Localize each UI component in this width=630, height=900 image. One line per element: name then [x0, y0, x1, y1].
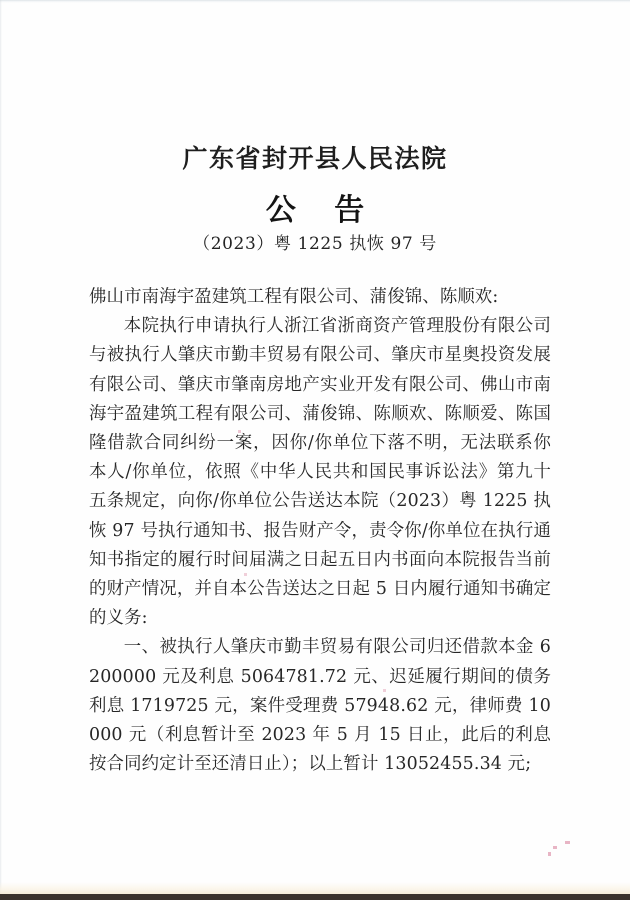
scan-edge-bottom-warm	[0, 882, 630, 894]
document-body	[89, 283, 551, 779]
paragraph-main-notice: 本院执行申请执行人浙江省浙商资产管理股份有限公司与被执行人肇庆市勤丰贸易有限公司、肇庆市星奥投资发展有限公司、肇庆市肇南房地产实业开发有限公司、佛山市南海宇盈建筑工程有限公司、蒲俊锦、陈顺欢、陈顺爱、陈国隆借款合同纠纷一案，因你/你单位下落不明，无法联系你本人/你单位，依照《中华人民共和国民事诉讼法》第九十五条规定，向你/你单位公告送达本院（2023）粤 1225 执恢 97 号执行通知书、报告财产令，责令你/你单位在执行通知书指定的履行时间届满之日起五日内书面向本院报告当前的财产情况，并自本公告送达之日起 5 日内履行通知书确定的义务:	[89, 316, 551, 629]
scan-edge-left	[0, 0, 2, 900]
paragraph-item-one: 一、被执行人肇庆市勤丰贸易有限公司归还借款本金 6200000 元及利息 5064781.72 元、迟延履行期间的债务利息 1719725 元，案件受理费 57948.62 元，律师费 10000 元（利息暂计至 2023 年 5 月 15 日止，此后的利息按合同约定计至还清日止）；以上暂计 13052455.34 元;	[89, 637, 551, 775]
case-number: （2023）粤 1225 执恢 97 号	[193, 234, 437, 254]
scan-speck	[548, 852, 551, 856]
scan-speck	[553, 846, 557, 849]
scan-edge-bottom-dark	[0, 894, 630, 900]
court-name-heading: 广东省封开县人民法院	[182, 143, 448, 173]
announcement-heading: 公 告	[265, 192, 379, 228]
scan-speck	[565, 841, 570, 844]
scan-edge-top	[0, 0, 630, 3]
paragraph-addressees: 佛山市南海宇盈建筑工程有限公司、蒲俊锦、陈顺欢:	[89, 287, 499, 307]
